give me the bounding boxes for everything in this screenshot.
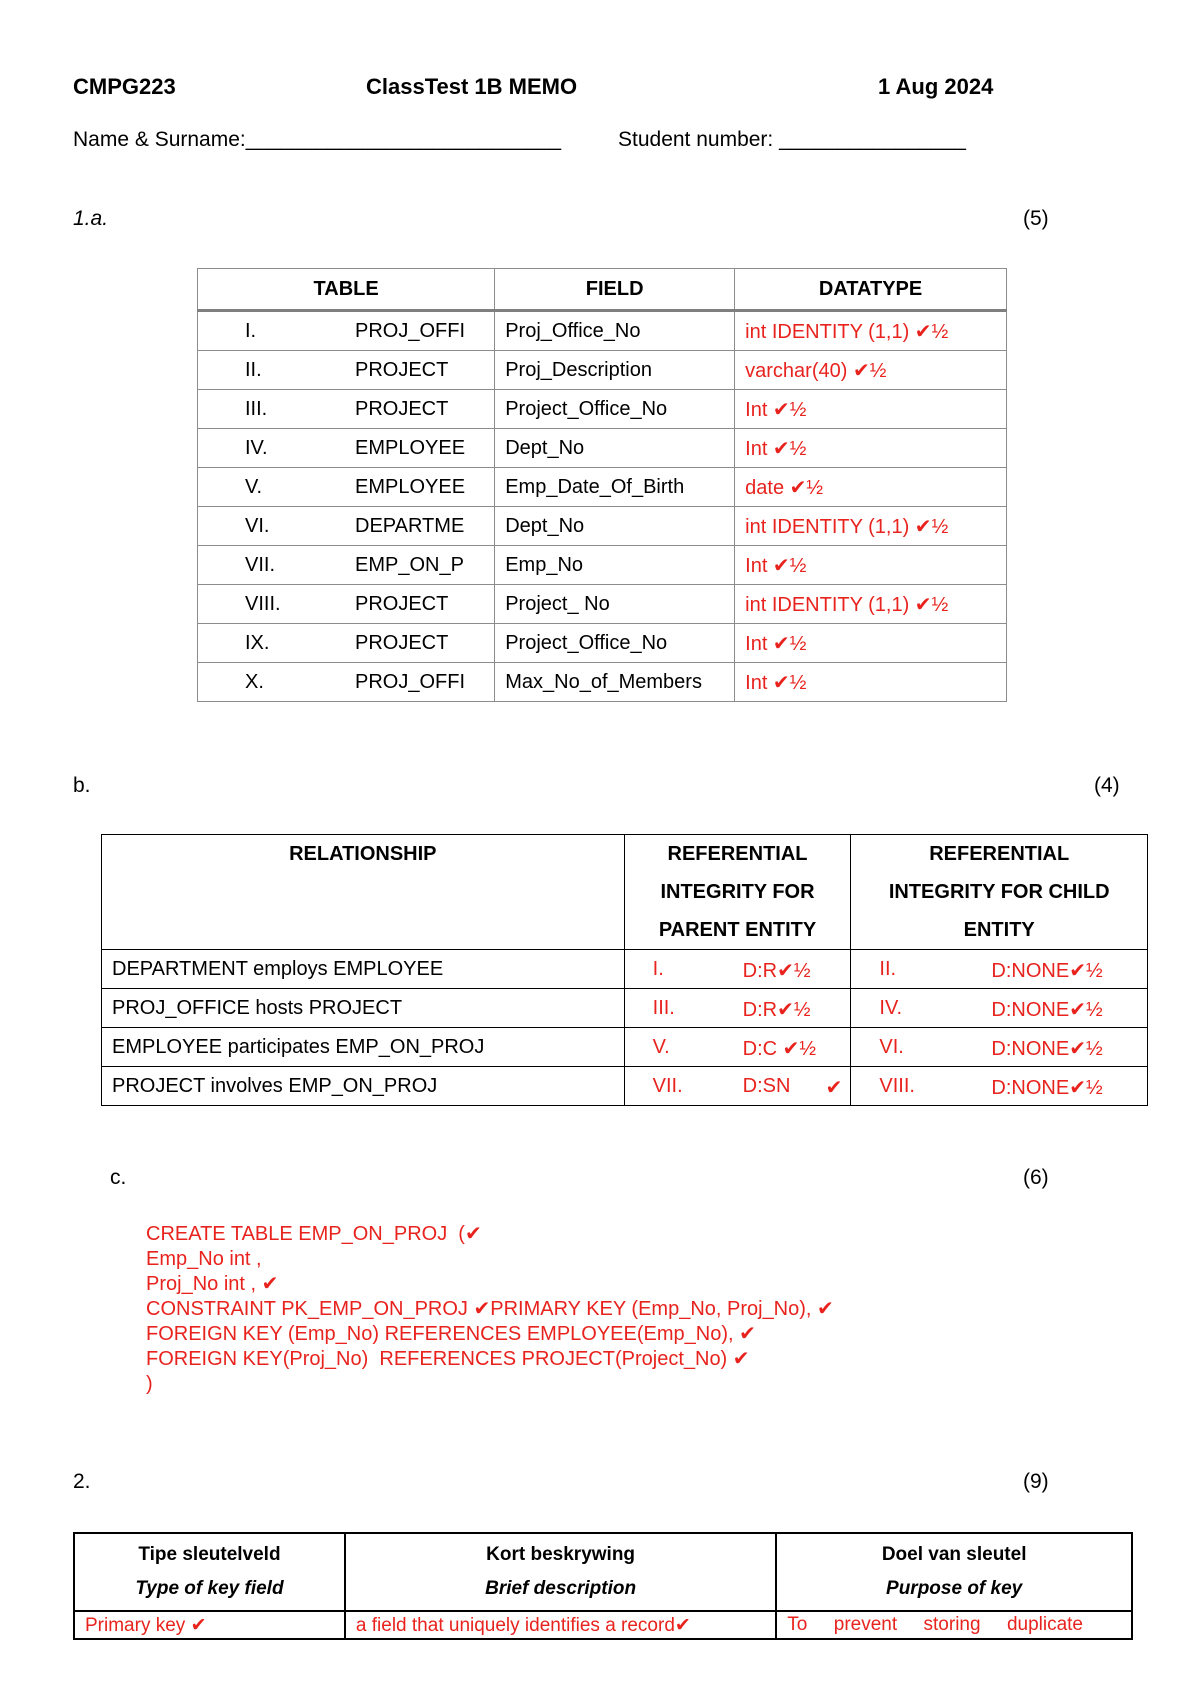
child-value: D:NONE✔½ bbox=[991, 1038, 1103, 1060]
sql-line: CONSTRAINT PK_EMP_ON_PROJ ✔PRIMARY KEY (Emp_No, Proj_No), ✔ bbox=[146, 1298, 834, 1320]
row-number: VI. bbox=[245, 515, 270, 537]
datatype-cell: Int ✔½ bbox=[735, 546, 1007, 585]
course-code: CMPG223 bbox=[73, 74, 176, 99]
table-name-cell bbox=[198, 468, 495, 507]
key-description-cell: a field that uniquely identifies a record✔ bbox=[345, 1611, 776, 1639]
question-1b-marks: (4) bbox=[1094, 774, 1120, 797]
relationship-cell: PROJECT involves EMP_ON_PROJ bbox=[102, 1067, 625, 1106]
question-2-label: 2. bbox=[73, 1470, 91, 1493]
relationship-cell: EMPLOYEE participates EMP_ON_PROJ bbox=[102, 1028, 625, 1067]
column-header-field: FIELD bbox=[495, 269, 735, 311]
name-surname-field: Name & Surname:___________________________ bbox=[73, 128, 562, 151]
table-row bbox=[198, 468, 1007, 507]
key-purpose-cell: To prevent storing duplicate bbox=[776, 1611, 1132, 1639]
parent-integrity-cell bbox=[624, 989, 851, 1028]
row-number: V. bbox=[245, 476, 263, 498]
parent-number: I. bbox=[652, 958, 664, 980]
question-1c-label: c. bbox=[110, 1166, 127, 1189]
parent-value: D:SN bbox=[742, 1075, 791, 1097]
row-number: VII. bbox=[245, 554, 276, 576]
field-cell: Emp_Date_Of_Birth bbox=[495, 468, 735, 507]
question-2-marks: (9) bbox=[1023, 1470, 1049, 1493]
question-1b-label: b. bbox=[73, 774, 91, 797]
table-row bbox=[198, 624, 1007, 663]
child-number: VIII. bbox=[879, 1075, 915, 1097]
relationship-cell: PROJ_OFFICE hosts PROJECT bbox=[102, 989, 625, 1028]
table-name: EMP_ON_P bbox=[355, 554, 464, 576]
header-english: Brief description bbox=[485, 1578, 637, 1599]
table-name-cell bbox=[198, 390, 495, 429]
field-cell: Max_No_of_Members bbox=[495, 663, 735, 702]
datatype-cell: Int ✔½ bbox=[735, 663, 1007, 702]
table-row bbox=[198, 311, 1007, 351]
parent-integrity-cell bbox=[624, 1028, 851, 1067]
table-name-cell bbox=[198, 351, 495, 390]
key-type-cell: Primary key ✔ bbox=[74, 1611, 345, 1639]
datatype-cell: Int ✔½ bbox=[735, 429, 1007, 468]
field-cell: Emp_No bbox=[495, 546, 735, 585]
field-cell: Proj_Office_No bbox=[495, 311, 735, 351]
question-1a-marks: (5) bbox=[1023, 207, 1049, 230]
row-number: VIII. bbox=[245, 593, 281, 615]
header-afrikaans: Tipe sleutelveld bbox=[138, 1544, 281, 1565]
parent-number: VII. bbox=[652, 1075, 683, 1097]
table-row bbox=[198, 585, 1007, 624]
header-english: Type of key field bbox=[135, 1578, 284, 1599]
check-mark: ✔ bbox=[825, 1077, 843, 1099]
datatype-cell: varchar(40) ✔½ bbox=[735, 351, 1007, 390]
child-value: D:NONE✔½ bbox=[991, 1077, 1103, 1099]
table-name: PROJ_OFFI bbox=[355, 320, 466, 342]
table-name-cell bbox=[198, 663, 495, 702]
header-afrikaans: Doel van sleutel bbox=[881, 1544, 1027, 1565]
table-name-cell bbox=[198, 624, 495, 663]
sql-line: Emp_No int , bbox=[146, 1248, 262, 1270]
question-1c-marks: (6) bbox=[1023, 1166, 1049, 1189]
column-header-type bbox=[74, 1533, 345, 1611]
parent-number: III. bbox=[652, 997, 675, 1019]
field-cell: Project_ No bbox=[495, 585, 735, 624]
table-name: PROJECT bbox=[355, 593, 449, 615]
sql-line: CREATE TABLE EMP_ON_PROJ (✔ bbox=[146, 1223, 482, 1245]
row-number: III. bbox=[245, 398, 268, 420]
datatype-cell: int IDENTITY (1,1) ✔½ bbox=[735, 585, 1007, 624]
parent-integrity-cell bbox=[624, 950, 851, 989]
column-header-child bbox=[851, 835, 1148, 950]
student-number-field: Student number: ________________ bbox=[618, 128, 966, 151]
column-header-datatype: DATATYPE bbox=[735, 269, 1007, 311]
field-cell: Project_Office_No bbox=[495, 390, 735, 429]
key-field-table bbox=[73, 1532, 1133, 1640]
relationship-header-text: RELATIONSHIP bbox=[289, 843, 437, 865]
datatype-cell: date ✔½ bbox=[735, 468, 1007, 507]
datatype-cell: Int ✔½ bbox=[735, 624, 1007, 663]
table-row bbox=[102, 1028, 1148, 1067]
table-header-row bbox=[74, 1533, 1132, 1611]
table-row bbox=[74, 1611, 1132, 1639]
table-name: EMPLOYEE bbox=[355, 437, 466, 459]
row-number: II. bbox=[245, 359, 262, 381]
child-integrity-cell bbox=[851, 1067, 1148, 1106]
table-row bbox=[198, 390, 1007, 429]
question-1a-label: 1.a. bbox=[73, 207, 109, 230]
document-title: ClassTest 1B MEMO bbox=[366, 74, 578, 99]
datatype-cell: Int ✔½ bbox=[735, 390, 1007, 429]
sql-line: FOREIGN KEY (Emp_No) REFERENCES EMPLOYEE(Emp_No), ✔ bbox=[146, 1323, 756, 1345]
child-header-line: REFERENTIAL bbox=[929, 843, 1070, 865]
child-integrity-cell bbox=[851, 989, 1148, 1028]
table-row bbox=[102, 1067, 1148, 1106]
table-header-row bbox=[102, 835, 1148, 950]
field-cell: Dept_No bbox=[495, 507, 735, 546]
parent-value: D:R✔½ bbox=[742, 999, 811, 1021]
column-header-table: TABLE bbox=[198, 269, 495, 311]
row-number: IV. bbox=[245, 437, 268, 459]
table-name: PROJECT bbox=[355, 632, 449, 654]
table-name-cell bbox=[198, 429, 495, 468]
table-name: EMPLOYEE bbox=[355, 476, 466, 498]
row-number: I. bbox=[245, 320, 257, 342]
table-name: PROJECT bbox=[355, 398, 449, 420]
child-value: D:NONE✔½ bbox=[991, 960, 1103, 982]
table-name-cell bbox=[198, 546, 495, 585]
column-header-parent bbox=[624, 835, 851, 950]
header-afrikaans: Kort beskrywing bbox=[486, 1544, 636, 1565]
table-name: PROJECT bbox=[355, 359, 449, 381]
column-header-description bbox=[345, 1533, 776, 1611]
child-header-line: ENTITY bbox=[963, 919, 1035, 941]
table-row bbox=[198, 663, 1007, 702]
field-cell: Dept_No bbox=[495, 429, 735, 468]
child-number: VI. bbox=[879, 1036, 904, 1058]
relationship-cell: DEPARTMENT employs EMPLOYEE bbox=[102, 950, 625, 989]
column-header-relationship bbox=[102, 835, 625, 950]
table-name: DEPARTME bbox=[355, 515, 465, 537]
parent-integrity-cell bbox=[624, 1067, 851, 1106]
header-english: Purpose of key bbox=[886, 1578, 1023, 1599]
child-header-line: INTEGRITY FOR CHILD bbox=[888, 881, 1110, 903]
parent-header-line: REFERENTIAL bbox=[667, 843, 808, 865]
parent-header-line: PARENT ENTITY bbox=[658, 919, 817, 941]
table-name-cell bbox=[198, 311, 495, 351]
table-name-cell bbox=[198, 585, 495, 624]
datatype-cell: int IDENTITY (1,1) ✔½ bbox=[735, 507, 1007, 546]
child-number: IV. bbox=[879, 997, 903, 1019]
sql-line: ) bbox=[146, 1373, 153, 1395]
column-header-purpose bbox=[776, 1533, 1132, 1611]
child-integrity-cell bbox=[851, 1028, 1148, 1067]
datatype-cell: int IDENTITY (1,1) ✔½ bbox=[735, 311, 1007, 351]
child-value: D:NONE✔½ bbox=[991, 999, 1103, 1021]
referential-integrity-table bbox=[101, 834, 1148, 1106]
table-row bbox=[198, 507, 1007, 546]
table-header-row bbox=[198, 269, 1007, 311]
sql-line: FOREIGN KEY(Proj_No) REFERENCES PROJECT(Project_No) ✔ bbox=[146, 1348, 750, 1370]
table-row bbox=[102, 989, 1148, 1028]
table-row bbox=[198, 351, 1007, 390]
sql-answer-block bbox=[146, 1222, 834, 1397]
table-row bbox=[198, 546, 1007, 585]
parent-value: D:R✔½ bbox=[742, 960, 811, 982]
field-cell: Project_Office_No bbox=[495, 624, 735, 663]
row-number: X. bbox=[245, 671, 264, 693]
parent-header-line: INTEGRITY FOR bbox=[660, 881, 815, 903]
child-integrity-cell bbox=[851, 950, 1148, 989]
document-date: 1 Aug 2024 bbox=[878, 74, 994, 99]
child-number: II. bbox=[879, 958, 897, 980]
parent-number: V. bbox=[652, 1036, 670, 1058]
table-row bbox=[102, 950, 1148, 989]
row-number: IX. bbox=[245, 632, 270, 654]
table-name-cell bbox=[198, 507, 495, 546]
table-row bbox=[198, 429, 1007, 468]
parent-value: D:C ✔½ bbox=[742, 1038, 817, 1060]
sql-line: Proj_No int , ✔ bbox=[146, 1273, 279, 1295]
table-name: PROJ_OFFI bbox=[355, 671, 466, 693]
datatype-table bbox=[197, 268, 1007, 702]
field-cell: Proj_Description bbox=[495, 351, 735, 390]
